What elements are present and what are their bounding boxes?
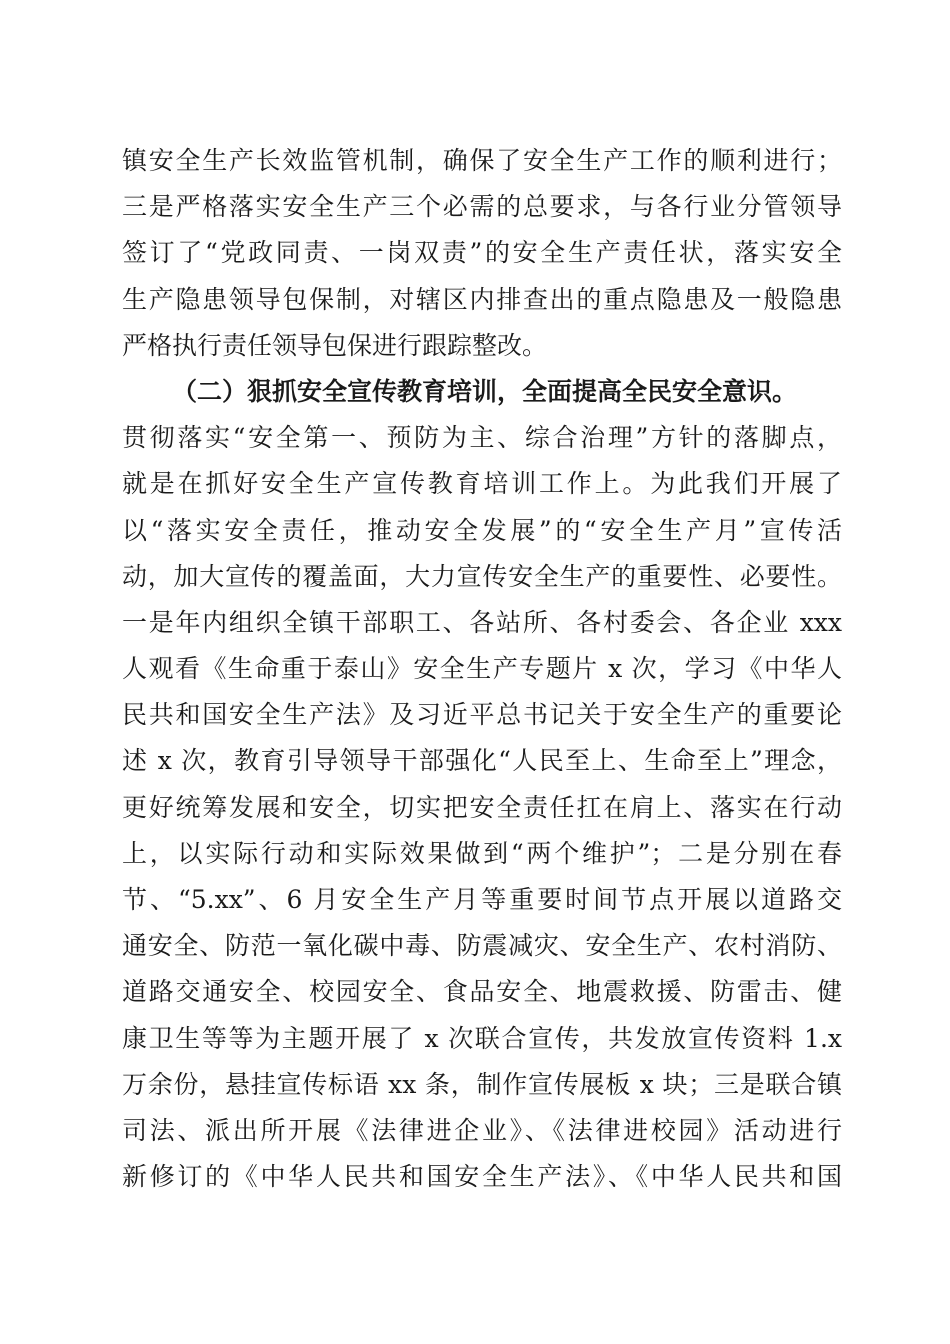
- text-line: 上，以实际行动和实际效果做到“两个维护”；二是分别在春: [122, 838, 842, 868]
- text-line: 生产隐患领导包保制，对辖区内排查出的重点隐患及一般隐患: [122, 284, 842, 314]
- text-line: 道路交通安全、校园安全、食品安全、地震救援、防雷击、健: [122, 977, 842, 1007]
- text-line: 以“落实安全责任，推动安全发展”的“安全生产月”宣传活: [122, 515, 842, 545]
- text-line: 节、“5.xx”、6 月安全生产月等重要时间节点开展以道路交: [122, 885, 842, 914]
- text-line: 人观看《生命重于泰山》安全生产专题片 x 次，学习《中华人: [122, 654, 842, 684]
- text-line: 严格执行责任领导包保进行跟踪整改。: [122, 330, 548, 360]
- text-line: 新修订的《中华人民共和国安全生产法》、《中华人民共和国: [122, 1162, 842, 1192]
- text-line: 动，加大宣传的覆盖面，大力宣传安全生产的重要性、必要性。: [122, 561, 842, 591]
- text-line: 镇安全生产长效监管机制，确保了安全生产工作的顺利进行；: [122, 146, 842, 175]
- text-line: 签订了“党政同责、一岗双责”的安全生产责任状，落实安全: [122, 238, 842, 268]
- text-line: 一是年内组织全镇干部职工、各站所、各村委会、各企业 xxx: [122, 607, 842, 637]
- text-line: 司法、派出所开展《法律进企业》、《法律进校园》活动进行: [122, 1115, 842, 1145]
- section-heading: （二）狠抓安全宣传教育培训，全面提高全民安全意识。: [172, 376, 798, 406]
- text-line: 通安全、防范一氧化碳中毒、防震减灾、安全生产、农村消防、: [122, 931, 842, 961]
- body-text: [122, 138, 842, 1200]
- text-line: 更好统筹发展和安全，切实把安全责任扛在肩上、落实在行动: [122, 792, 842, 822]
- text-line: 三是严格落实安全生产三个必需的总要求，与各行业分管领导: [122, 192, 842, 222]
- text-line: 万余份，悬挂宣传标语 xx 条，制作宣传展板 x 块；三是联合镇: [122, 1069, 842, 1099]
- text-line: 康卫生等等为主题开展了 x 次联合宣传，共发放宣传资料 1.x: [122, 1023, 842, 1053]
- text-line: 民共和国安全生产法》及习近平总书记关于安全生产的重要论: [122, 700, 842, 730]
- text-line: 贯彻落实“安全第一、预防为主、综合治理”方针的落脚点，: [122, 423, 842, 453]
- text-line: 就是在抓好安全生产宣传教育培训工作上。为此我们开展了: [122, 469, 842, 499]
- text-line: 述 x 次，教育引导领导干部强化“人民至上、生命至上”理念，: [122, 746, 842, 776]
